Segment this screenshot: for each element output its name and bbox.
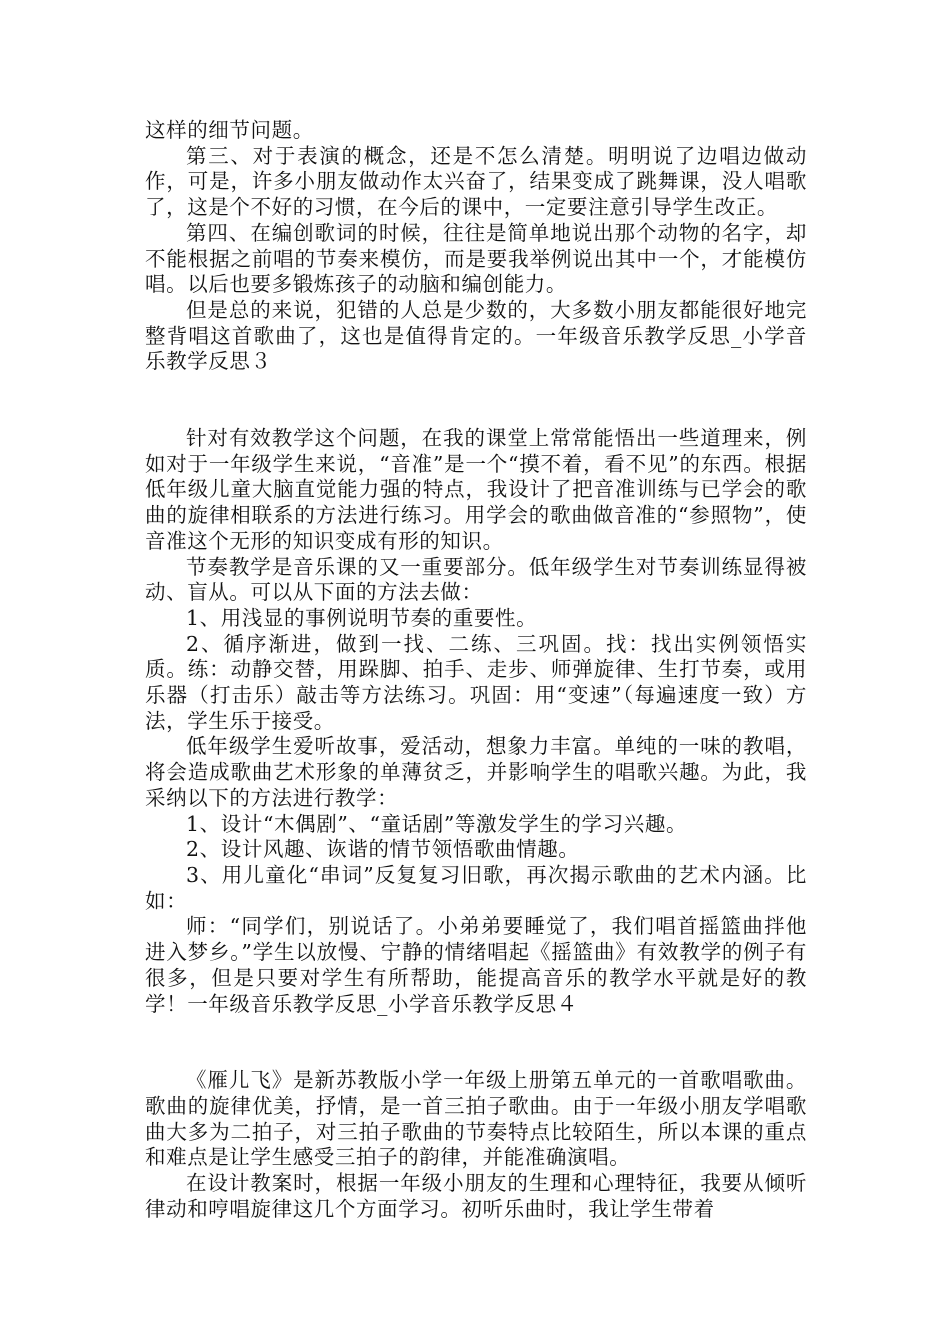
paragraph: 1、设计“木偶剧”、“童话剧”等激发学生的学习兴趣。 xyxy=(186,811,688,836)
paragraph: 但是总的来说，犯错的人总是少数的，大多数小朋友都能很好地完整背唱这首歌曲了，这也是值得肯定的。一年级音乐教学反思_小学音乐教学反思３ xyxy=(145,297,807,374)
paragraph: 1、用浅显的事例说明节奏的重要性。 xyxy=(186,605,538,630)
section-spacer xyxy=(145,375,807,426)
paragraph: 师：“同学们，别说话了。小弟弟要睡觉了，我们唱首摇篮曲拌他进入梦乡。”学生以放慢、宁静的情绪唱起《摇篮曲》有效教学的例子有很多，但是只要对学生有所帮助，能提高音乐的教学水平就是好的教学！一年级音乐教学反思_小学音乐教学反思４ xyxy=(145,914,807,1016)
document-body xyxy=(145,118,807,1222)
section-spacer xyxy=(145,1017,807,1068)
paragraph: 这样的细节问题。 xyxy=(145,118,314,142)
paragraph: 在设计教案时，根据一年级小朋友的生理和心理特征，我要从倾听律动和哼唱旋律这几个方面学习。初听乐曲时，我让学生带着 xyxy=(145,1171,807,1221)
paragraph: 3、用儿童化“串词”反复复习旧歌，再次揭示歌曲的艺术内涵。比如： xyxy=(145,862,807,913)
paragraph: 2、循序渐进，做到一找、二练、三巩固。找：找出实例领悟实质。练：动静交替，用跺脚、拍手、走步、师弹旋律、生打节奏，或用乐器（打击乐）敲击等方法练习。巩固：用“变速”（每遍速度一致）方法，学生乐于接受。 xyxy=(145,631,807,733)
paragraph: 《雁儿飞》是新苏教版小学一年级上册第五单元的一首歌唱歌曲。歌曲的旋律优美，抒情，是一首三拍子歌曲。由于一年级小朋友学唱歌曲大多为二拍子，对三拍子歌曲的节奏特点比较陌生，所以本课的重点和难点是让学生感受三拍子的韵律，并能准确演唱。 xyxy=(145,1068,807,1170)
paragraph: 第四、在编创歌词的时候，往往是简单地说出那个动物的名字，却不能根据之前唱的节奏来模仿，而是要我举例说出其中一个，才能模仿唱。以后也要多锻炼孩子的动脑和编创能力。 xyxy=(145,220,807,297)
paragraph: 2、设计风趣、诙谐的情节领悟歌曲情趣。 xyxy=(186,837,580,862)
paragraph: 第三、对于表演的概念，还是不怎么清楚。明明说了边唱边做动作，可是，许多小朋友做动作太兴奋了，结果变成了跳舞课，没人唱歌了，这是个不好的习惯，在今后的课中，一定要注意引导学生改正。 xyxy=(145,143,807,220)
paragraph: 针对有效教学这个问题，在我的课堂上常常能悟出一些道理来，例如对于一年级学生来说，“音准”是一个“摸不着，看不见”的东西。根据低年级儿童大脑直觉能力强的特点，我设计了把音准训练与已学会的歌曲的旋律相联系的方法进行练习。用学会的歌曲做音准的“参照物”，使音准这个无形的知识变成有形的知识。 xyxy=(145,426,807,553)
paragraph: 低年级学生爱听故事，爱活动，想象力丰富。单纯的一味的教唱，将会造成歌曲艺术形象的单薄贫乏，并影响学生的唱歌兴趣。为此，我采纳以下的方法进行教学： xyxy=(145,734,807,810)
paragraph: 节奏教学是音乐课的又一重要部分。低年级学生对节奏训练显得被动、盲从。可以从下面的方法去做： xyxy=(145,554,807,605)
